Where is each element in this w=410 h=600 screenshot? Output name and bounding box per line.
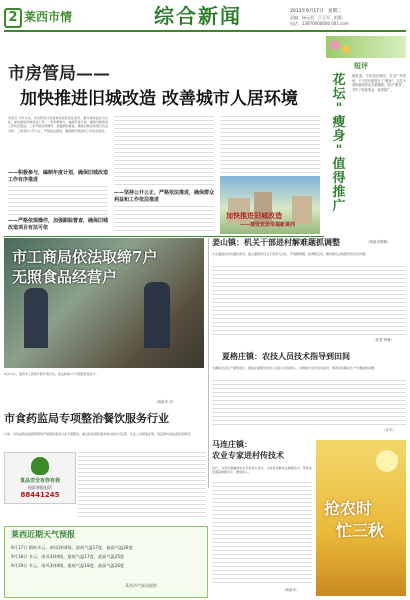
story-headline-line2: 无照食品经营户 <box>12 268 118 286</box>
story-byline: （杨新彦） <box>282 588 300 592</box>
photo-figure <box>24 288 48 348</box>
logo-text: 食品安全有你有我 <box>19 478 60 484</box>
hotline-label: 投诉举报电话 <box>28 485 52 490</box>
weather-source: 莱西市气象局提供 <box>125 583 157 588</box>
headline-char: 身 <box>332 129 346 144</box>
commentary-byline: （杨新彦撰稿） <box>366 240 391 244</box>
weather-row: 9月17日 晴转多云，南风3到4级，最低气温17度，最高气温26度 <box>11 545 133 550</box>
lead-col2b-body <box>114 206 214 234</box>
story-jiangshan <box>212 238 406 348</box>
headline-char: 坛 <box>332 87 346 102</box>
section-name: 莱西市情 <box>24 10 73 24</box>
story-title: 夏格庄镇：农技人员技术指导到田间 <box>222 352 350 361</box>
page-title: 综合新闻 <box>154 4 242 28</box>
lead-story <box>4 36 324 234</box>
story-headline: 市食药监局专项整治餐饮服务行业 <box>4 412 169 425</box>
story-body: 日前，市食品药品监督管理局开展餐饮服务行业专项整治，重点检查餐饮服务单位的许可证照、从业人员健康证明、食品原料进货查验等情况。 <box>4 432 194 436</box>
lead-kicker: 市房管局—— <box>8 64 110 84</box>
headline-char: 广 <box>332 199 346 214</box>
story-body: 9月13日，莱西市工商局开展专项行动，依法取缔7户无照经营食品户。 <box>4 372 99 376</box>
column-divider <box>208 238 209 488</box>
page-number-badge: 2 <box>4 8 22 28</box>
section-rule <box>4 236 324 237</box>
story-shiyaojian <box>4 412 206 522</box>
story-headline-line1: 市工商局依法取缔7户 <box>12 248 158 266</box>
story-body-cont <box>212 266 406 336</box>
story-body-cont <box>78 452 206 518</box>
headline-char: 推 <box>332 185 346 200</box>
ad-line1: 抢农时 <box>324 499 373 518</box>
image-building <box>292 196 312 224</box>
headline-char: 值 <box>332 157 346 172</box>
editor-line: 责编：杨元男 王玉军 组版： <box>290 15 346 20</box>
commentary-headline <box>328 74 350 214</box>
story-malianzhuang <box>212 440 312 596</box>
lead-subhead-3: ——坚持公开公正，严格依法推进，确保群众利益和工作依法推进 <box>114 190 215 203</box>
lead-headline: 加快推进旧城改造 改善城市人居环境 <box>20 89 298 109</box>
lead-col3-body <box>220 116 320 174</box>
headline-char: 得 <box>332 171 346 186</box>
story-xiagezhuang <box>212 352 406 438</box>
headline-char: 花 <box>332 73 346 88</box>
harvest-ad <box>316 440 406 596</box>
weather-box <box>4 526 208 598</box>
phone-line: 电话：13870000000 001.com <box>290 21 349 26</box>
hotline-number: 88441245 <box>20 491 60 499</box>
lead-image <box>220 176 320 234</box>
headline-char: " <box>335 143 343 158</box>
headline-char: " <box>335 101 343 116</box>
story-gongshang <box>4 238 204 408</box>
story-body: 为确保农业生产顺利进行，夏格庄镇组织农技人员深入田间地头，对种植户进行技术指导，帮助农民解决生产中遇到的问题。 <box>212 366 378 370</box>
lead-subhead-2: ——严格依规操作，加强跟踪督查，确保旧城改造项目有法可依 <box>8 218 109 231</box>
header-rule <box>4 30 406 32</box>
flower-icon <box>342 45 350 53</box>
food-safety-logo <box>4 452 76 504</box>
weather-row: 9月19日 多云，南风3到4级，最低气温18度，最高气温26度 <box>11 563 125 568</box>
image-subcaption: ——建设宜居幸福新莱西 <box>240 222 296 228</box>
story-title-line2: 农业专家进村传技术 <box>212 451 284 460</box>
lead-subhead-1: ——积极参与，编制年度计划，确保旧城改造工作有序推进 <box>8 170 109 183</box>
ad-decoration <box>376 450 398 472</box>
flower-icon <box>330 40 340 50</box>
date-line: 2013年9月17日 星期二 <box>290 9 342 14</box>
side-image <box>326 36 406 58</box>
weather-title: 莱西近期天气预报 <box>11 530 75 539</box>
side-column <box>326 34 406 252</box>
lead-col1-body <box>8 186 108 216</box>
ad-line2: 忙三秋 <box>336 521 385 540</box>
lead-col2-body <box>114 116 214 188</box>
story-body: 为全面推动党风廉政建设，姜山镇组织机关干部深入村庄，开展解难题、抓调整活动，解决群众反映强烈的突出问题。 <box>212 252 369 256</box>
story-byline: （刘君 钟琳） <box>372 338 395 342</box>
commentary-body: 据报道，今年国庆期间，在市广场等地，不少花坛都进行了"瘦身"，以往大面积铺设的花卉被精简。花坛"瘦身"，节约了财政资金，值得推广。 <box>352 74 406 92</box>
story-title: 姜山镇：机关干部进村解难题抓调整 <box>212 238 340 247</box>
lead-intro: 本报讯 今年以来，市房管局以改善城市居民居住条件、提升城市品位为目标，加快推进旧城改造工作。一是积极参与，编制年度计划，确保旧城改造工作有序推进；二是严格依规操作，加强跟踪督查，确保旧城改造项目有法可依；三是坚持公开公正，严格依法推进，确保群众利益和工作依法推进。 <box>8 116 108 133</box>
story-body-cont <box>212 380 406 426</box>
shield-icon <box>31 457 49 475</box>
story-byline: （乔平） <box>382 428 396 432</box>
commentary-label: 短评 <box>354 62 368 70</box>
photo-figure <box>144 282 170 348</box>
headline-char: 瘦 <box>332 115 346 130</box>
story-body: 近日，马连庄镇邀请农业专家深入村庄，为农民讲解农业种植技术，帮助农民提高种植水平，增加收入。 <box>212 466 312 475</box>
weather-row: 9月18日 多云，南风3到4级，最低气温17度，最高气温25度 <box>11 554 125 559</box>
image-caption: 加快推进旧城改造 <box>226 212 282 220</box>
story-title-line1: 马连庄镇： <box>212 440 252 449</box>
story-body-cont <box>212 482 312 586</box>
story-byline: （杨新彦 彦） <box>154 400 177 404</box>
